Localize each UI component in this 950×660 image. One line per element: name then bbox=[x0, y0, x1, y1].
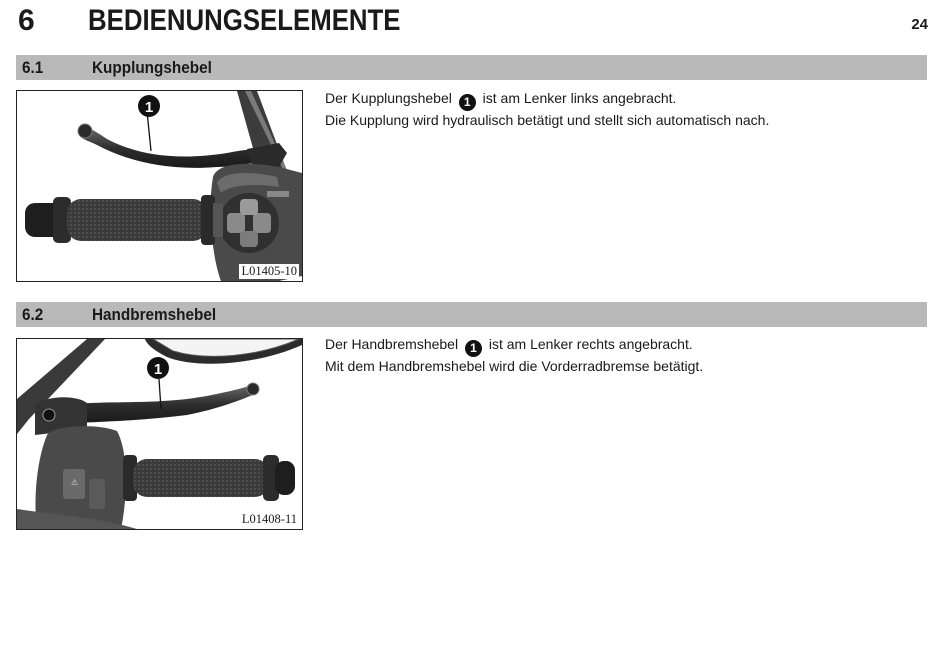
description-line-2: Mit dem Handbremshebel wird die Vorderradbremse betätigt. bbox=[325, 358, 704, 374]
page-number: 24 bbox=[911, 16, 928, 33]
section-title: Kupplungshebel bbox=[92, 58, 212, 77]
section-number: 6.2 bbox=[22, 305, 44, 324]
brake-lever-description bbox=[325, 335, 703, 377]
brake-lever-illustration bbox=[17, 339, 302, 529]
text-segment: Der Handbremshebel bbox=[325, 336, 459, 352]
figure-callout-number: 1 bbox=[153, 361, 163, 378]
section-number: 6.1 bbox=[22, 58, 44, 77]
figure-callout-number: 1 bbox=[144, 99, 154, 116]
callout-marker-1: 1 bbox=[459, 94, 476, 111]
section-title: Handbremshebel bbox=[92, 305, 217, 324]
chapter-title: BEDIENUNGSELEMENTE bbox=[88, 4, 401, 37]
text-segment: ist am Lenker rechts angebracht. bbox=[488, 336, 693, 352]
clutch-lever-description bbox=[325, 89, 769, 131]
section-header-clutch-lever bbox=[16, 55, 927, 80]
clutch-lever-illustration bbox=[17, 91, 302, 281]
text-segment: Der Kupplungshebel bbox=[325, 90, 452, 106]
figure-code: L01405-10 bbox=[241, 264, 297, 278]
chapter-number: 6 bbox=[18, 4, 35, 37]
svg-text:⚠: ⚠ bbox=[71, 478, 79, 487]
description-line-1 bbox=[325, 89, 769, 111]
description-line-1 bbox=[325, 335, 703, 357]
figure-code: L01408-11 bbox=[241, 512, 297, 526]
callout-marker-1: 1 bbox=[465, 340, 482, 357]
text-segment: ist am Lenker links angebracht. bbox=[482, 90, 677, 106]
description-line-2: Die Kupplung wird hydraulisch betätigt und stellt sich automatisch nach. bbox=[325, 112, 770, 128]
section-header-brake-lever bbox=[16, 302, 927, 327]
brake-lever-figure bbox=[16, 338, 303, 530]
clutch-lever-figure bbox=[16, 90, 303, 282]
